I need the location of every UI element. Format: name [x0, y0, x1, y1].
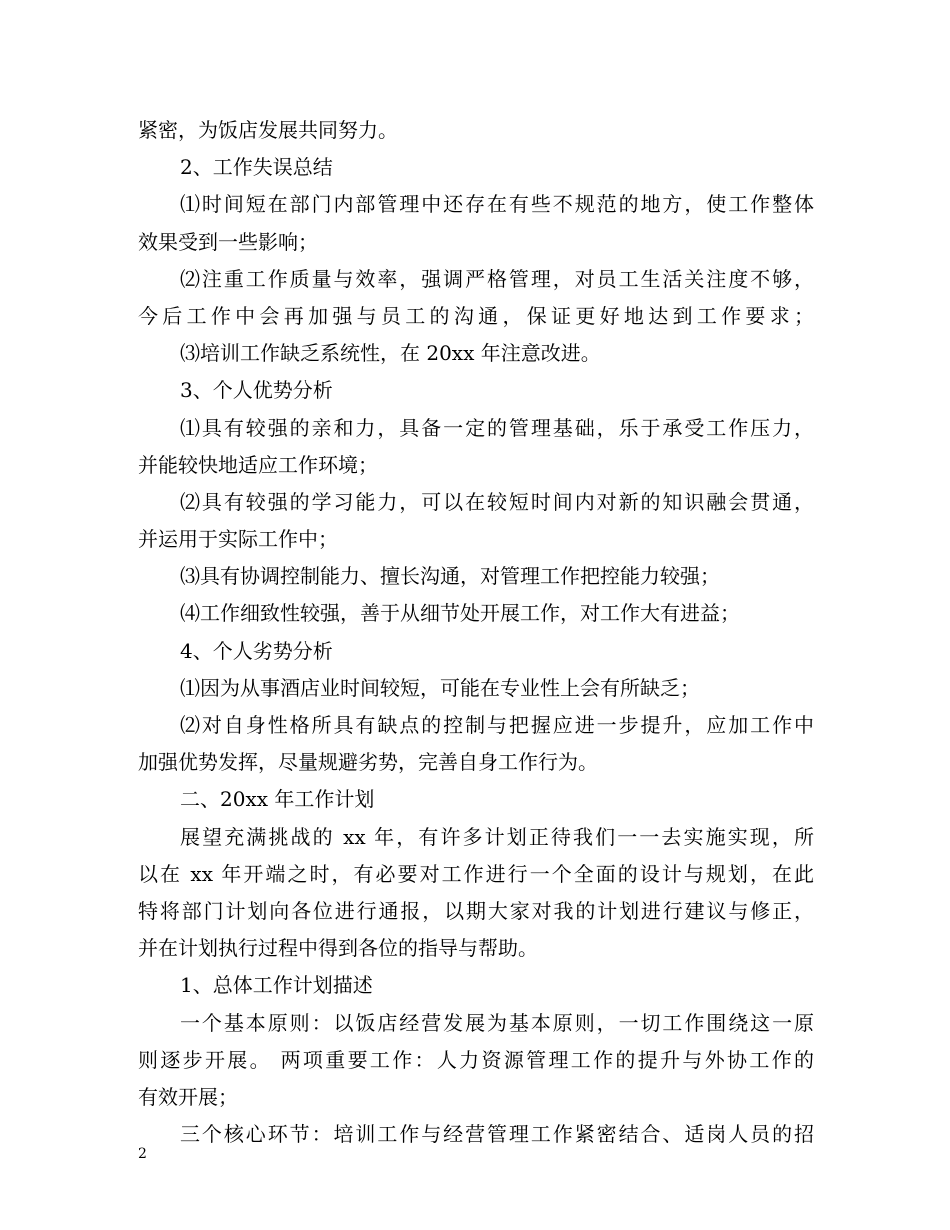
- paragraph-line: 加强优势发挥，尽量规避劣势，完善自身工作行为。: [138, 750, 598, 775]
- paragraph-line: 以在 xx 年开端之时，有必要对工作进行一个全面的设计与规划，在此: [138, 861, 814, 886]
- section-heading: 1、总体工作计划描述: [180, 973, 373, 998]
- paragraph-line: 特将部门计划向各位进行通报，以期大家对我的计划进行建议与修正，: [138, 898, 814, 923]
- paragraph-line: ⑵具有较强的学习能力，可以在较短时间内对新的知识融会贯通，: [180, 489, 814, 514]
- paragraph-line: 并能较快地适应工作环境；: [138, 452, 378, 477]
- paragraph-line: 有效开展；: [138, 1084, 238, 1109]
- paragraph-line: ⑵注重工作质量与效率，强调严格管理，对员工生活关注度不够，: [180, 266, 814, 291]
- section-heading: 4、个人劣势分析: [180, 638, 333, 663]
- section-heading: 3、个人优势分析: [180, 378, 333, 403]
- paragraph-line: 一个基本原则：以饭店经营发展为基本原则，一切工作围绕这一原: [180, 1010, 814, 1035]
- section-heading: 2、工作失误总结: [180, 155, 333, 180]
- paragraph-line: 三个核心环节：培训工作与经营管理工作紧密结合、适岗人员的招: [180, 1122, 814, 1147]
- paragraph-line: 今后工作中会再加强与员工的沟通，保证更好地达到工作要求；: [138, 303, 814, 328]
- paragraph-line: ⑵对自身性格所具有缺点的控制与把握应进一步提升，应加工作中: [180, 713, 814, 737]
- document-body: [138, 112, 814, 1153]
- page-number: 2: [138, 1146, 147, 1162]
- paragraph-line: 展望充满挑战的 xx 年，有许多计划正待我们一一去实施实现，所: [180, 824, 814, 849]
- paragraph-line: 并在计划执行过程中得到各位的指导与帮助。: [138, 936, 538, 961]
- paragraph-line: ⑶培训工作缺乏系统性，在 20xx 年注意改进。: [180, 341, 601, 366]
- paragraph-line: ⑷工作细致性较强，善于从细节处开展工作，对工作大有进益；: [180, 601, 740, 626]
- paragraph-line: 紧密，为饭店发展共同努力。: [138, 118, 398, 142]
- paragraph-line: ⑴时间短在部门内部管理中还存在有些不规范的地方，使工作整体: [180, 192, 814, 217]
- section-heading: 二、20xx 年工作计划: [180, 787, 375, 812]
- paragraph-line: ⑴具有较强的亲和力，具备一定的管理基础，乐于承受工作压力，: [180, 415, 814, 440]
- paragraph-line: 并运用于实际工作中；: [138, 527, 338, 552]
- paragraph-line: 则逐步开展。 两项重要工作：人力资源管理工作的提升与外协工作的: [138, 1047, 814, 1072]
- paragraph-line: ⑶具有协调控制能力、擅长沟通，对管理工作把控能力较强；: [180, 564, 720, 589]
- paragraph-line: ⑴因为从事酒店业时间较短，可能在专业性上会有所缺乏；: [180, 675, 700, 700]
- paragraph-line: 效果受到一些影响；: [138, 229, 318, 254]
